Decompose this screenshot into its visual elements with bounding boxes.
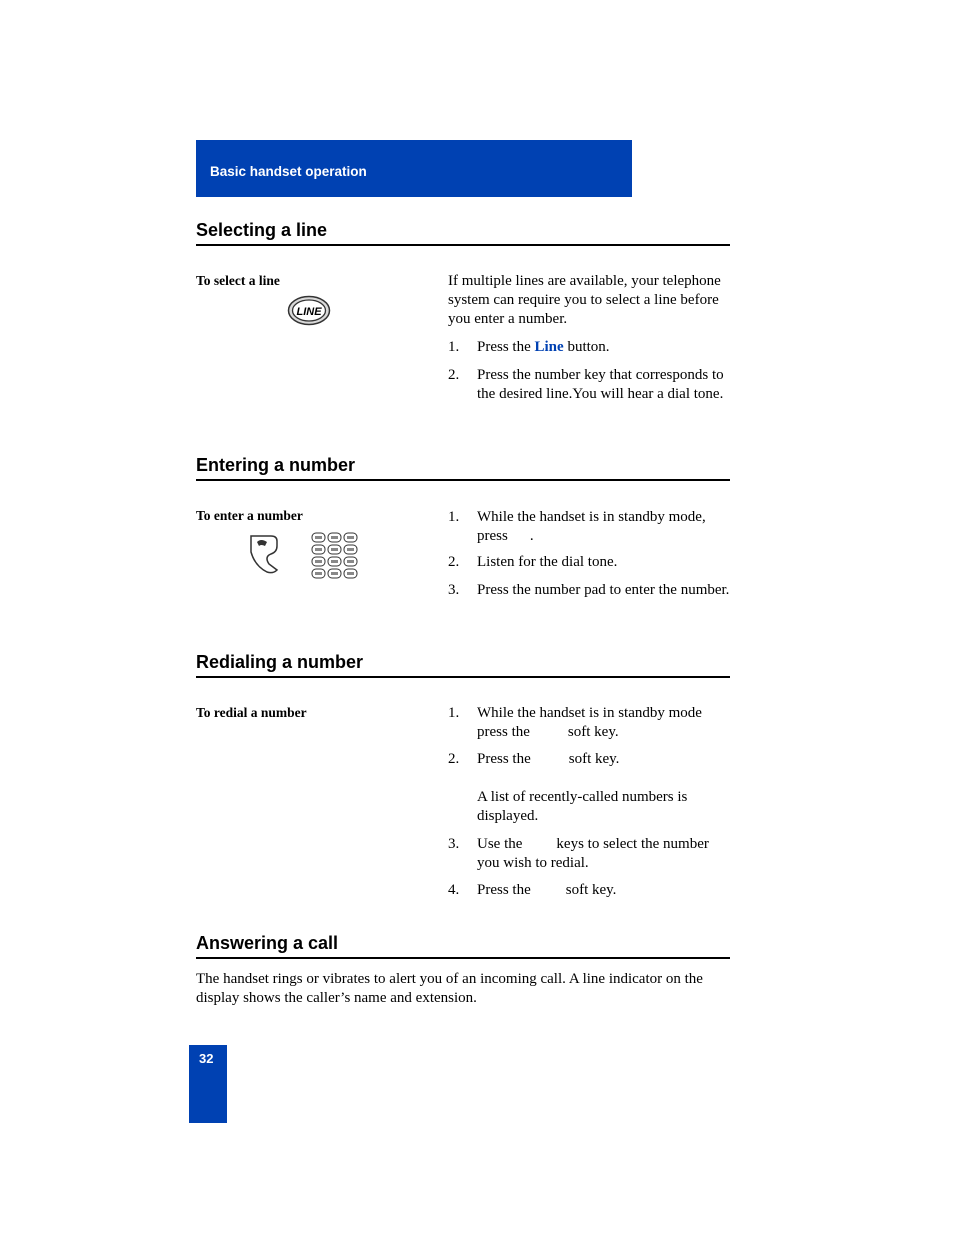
number-pad-icon	[311, 532, 359, 581]
keypad-key-mark	[331, 560, 338, 563]
keypad-key-mark	[347, 572, 354, 575]
keypad-key-mark	[315, 560, 322, 563]
keypad-key-mark	[347, 536, 354, 539]
select-line-intro: If multiple lines are available, your telephone system can require you to select a line before you enter a number.	[448, 273, 721, 327]
redial-step-1: 1. While the handset is in standby mode press the soft key.	[448, 705, 702, 740]
section-title-selecting-line: Selecting a line	[196, 219, 730, 246]
keypad-key-mark	[315, 572, 322, 575]
label-enter-number: To enter a number	[196, 508, 303, 523]
redial-step-4: 4. Press the soft key.	[448, 882, 617, 898]
section-title-answering-call: Answering a call	[196, 932, 730, 959]
select-line-step-1: 1. Press the Line button.	[448, 339, 610, 355]
line-button-icon	[287, 295, 331, 326]
label-redial-number: To redial a number	[196, 705, 307, 720]
label-select-line: To select a line	[196, 273, 280, 288]
keypad-key-mark	[315, 548, 322, 551]
line-keyword: Line	[534, 339, 564, 355]
answering-call-body: The handset rings or vibrates to alert you of an incoming call. A line indicator on the display shows the caller’s name and extension.	[196, 971, 703, 1006]
header-banner	[196, 140, 632, 197]
enter-number-step-1: 1. While the handset is in standby mode, press .	[448, 509, 706, 544]
page-number: 32	[199, 1051, 214, 1066]
enter-number-step-2: 2. Listen for the dial tone.	[448, 554, 618, 570]
keypad-key-mark	[347, 548, 354, 551]
keypad-key-mark	[347, 560, 354, 563]
redial-step-3: 3. Use the keys to select the number you wish to redial.	[448, 836, 709, 871]
keypad-key-mark	[331, 572, 338, 575]
page-number-tab	[189, 1045, 227, 1123]
redial-step-2: 2. Press the soft key.	[448, 751, 620, 767]
select-line-step-2: 2. Press the number key that corresponds to the desired line.You will hear a dial tone.	[448, 367, 724, 402]
banner-title: Basic handset operation	[210, 164, 367, 179]
keypad-key-mark	[315, 536, 322, 539]
enter-number-step-3: 3. Press the number pad to enter the number.	[448, 582, 730, 598]
line-icon-text: LINE	[296, 306, 322, 318]
section-title-redialing-number: Redialing a number	[196, 651, 730, 678]
talk-key-icon	[247, 532, 287, 574]
redial-note: A list of recently-called numbers is displayed.	[477, 789, 688, 824]
section-title-entering-number: Entering a number	[196, 454, 730, 481]
keypad-key-mark	[331, 536, 338, 539]
keypad-key-mark	[331, 548, 338, 551]
